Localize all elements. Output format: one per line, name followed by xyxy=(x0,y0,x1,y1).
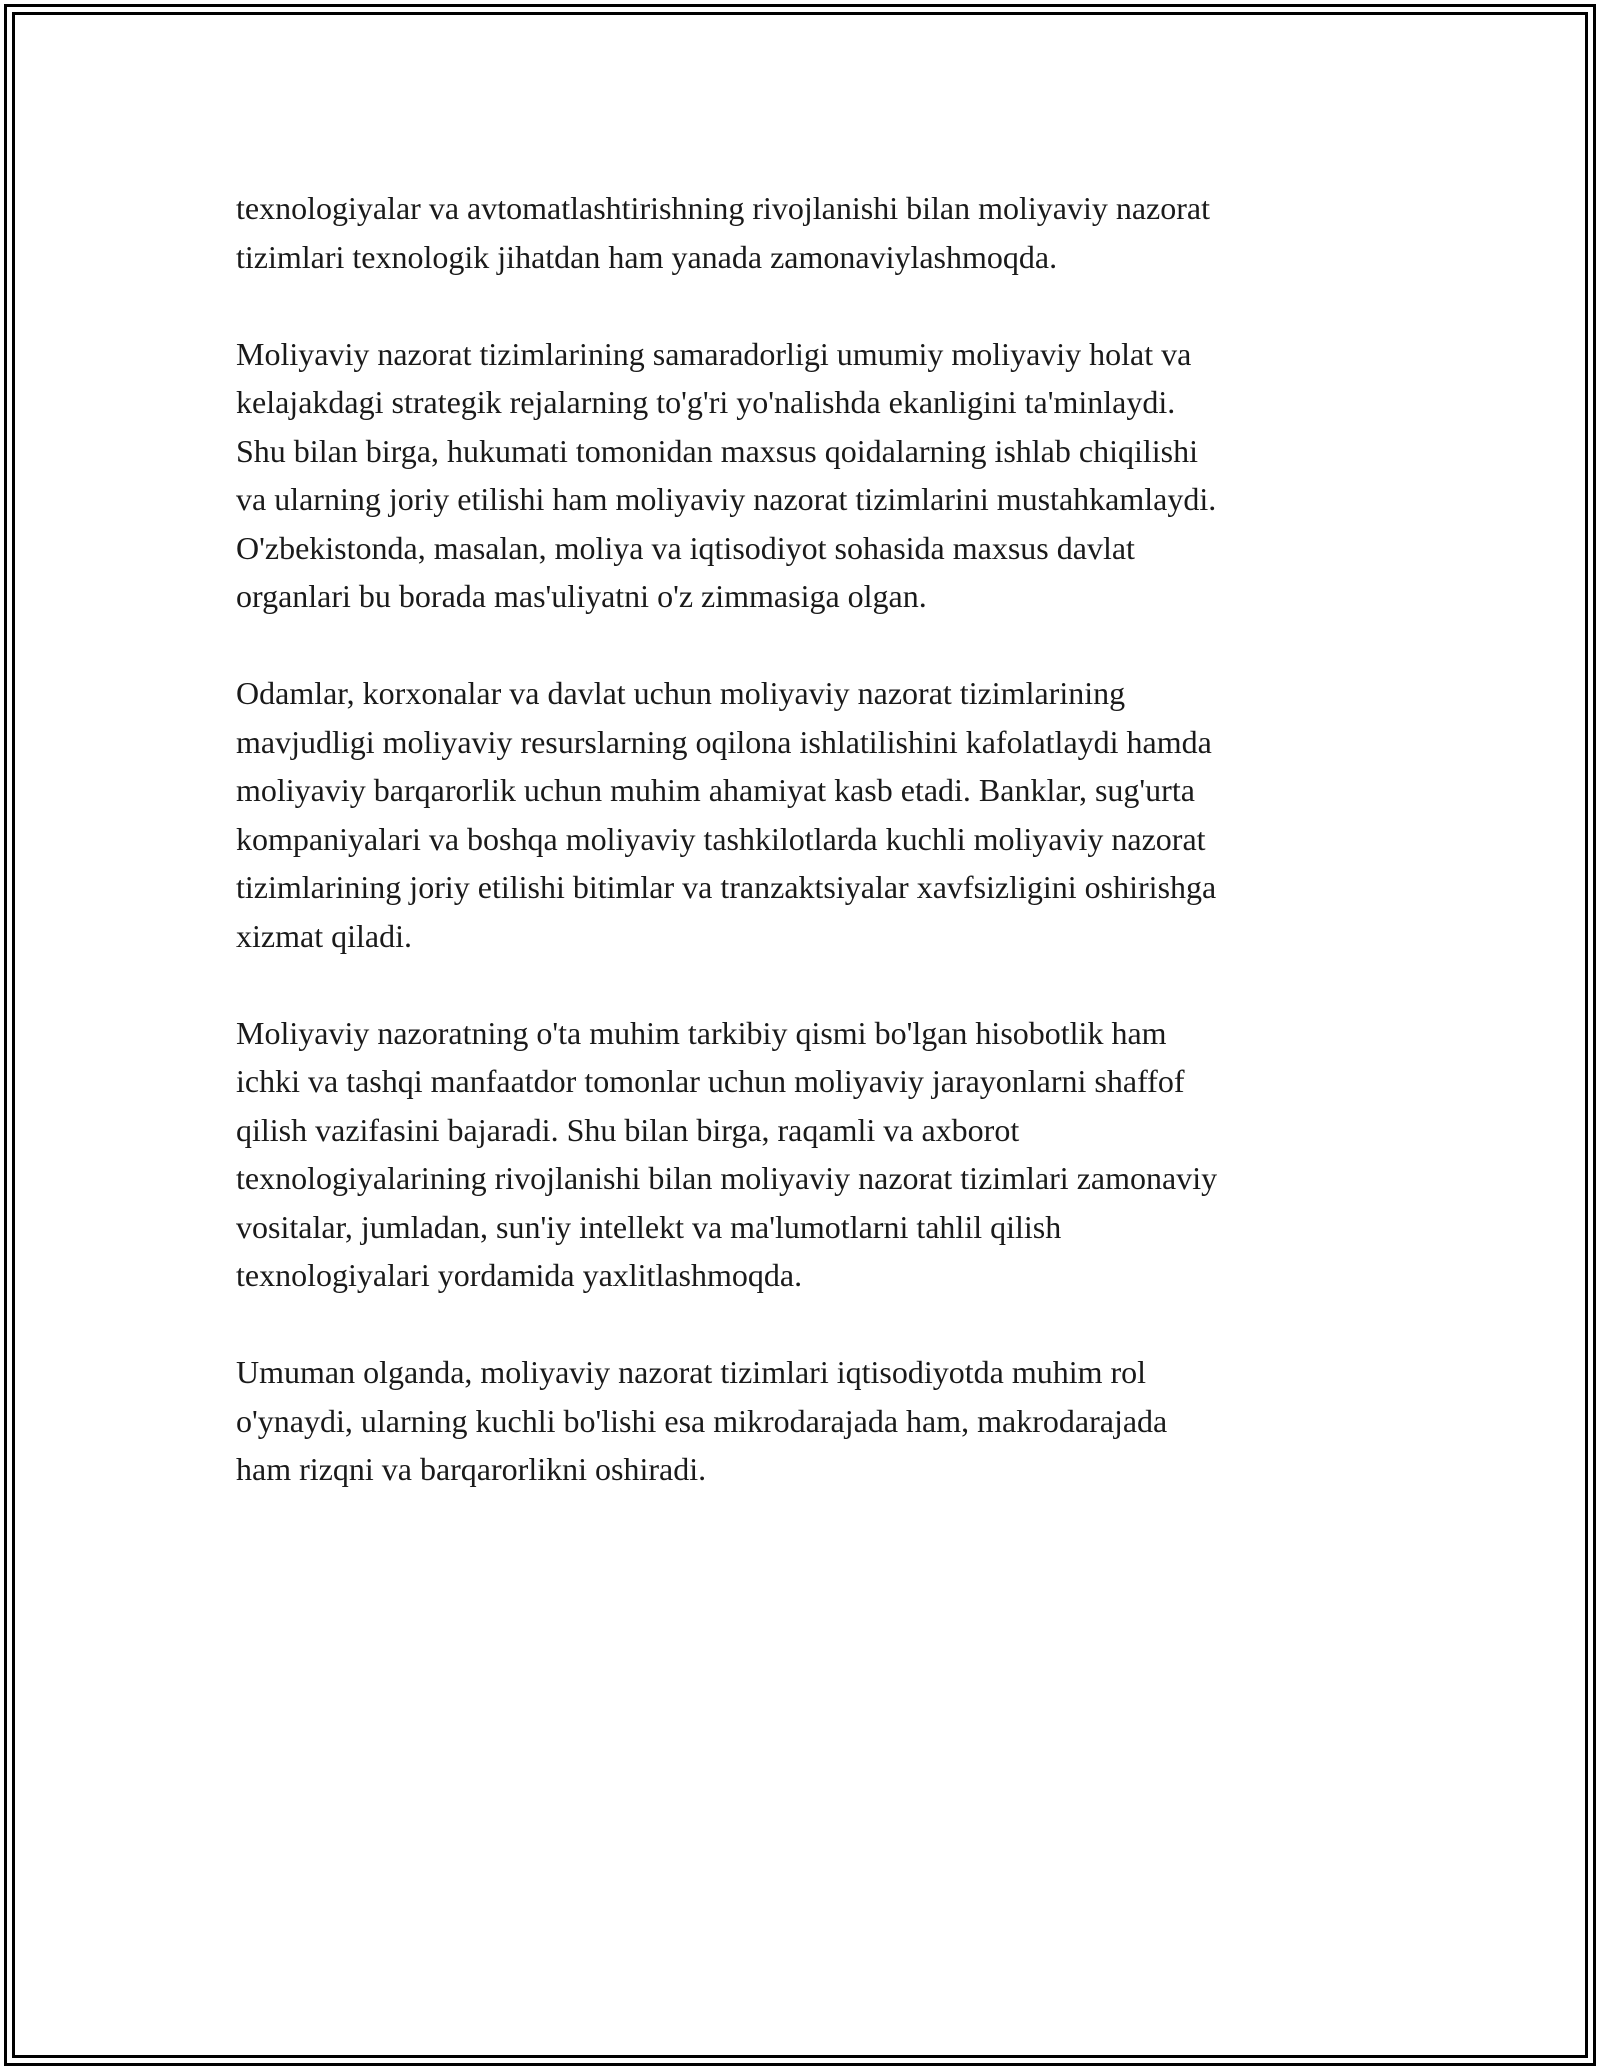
text-line: o'ynaydi, ularning kuchli bo'lishi esa mikrodarajada ham, makrodarajada xyxy=(236,1402,1168,1439)
text-line: mavjudligi moliyaviy resurslarning oqilona ishlatilishini kafolatlaydi hamda xyxy=(236,723,1212,760)
text-line: ham rizqni va barqarorlikni oshiradi. xyxy=(236,1451,707,1487)
text-line: organlari bu borada mas'uliyatni o'z zimmasiga olgan. xyxy=(236,578,927,614)
text-line: O'zbekistonda, masalan, moliya va iqtisodiyot sohasida maxsus davlat xyxy=(236,529,1135,566)
text-line: Umuman olganda, moliyaviy nazorat tizimlari iqtisodiyotda muhim rol xyxy=(236,1354,1147,1390)
text-line: tizimlari texnologik jihatdan ham yanada zamonaviylashmoqda. xyxy=(236,238,1058,275)
text-line: xizmat qiladi. xyxy=(236,917,412,954)
text-line: kompaniyalari va boshqa moliyaviy tashkilotlarda kuchli moliyaviy nazorat xyxy=(236,820,1206,857)
text-line: va ularning joriy etilishi ham moliyaviy nazorat tizimlarini mustahkamlaydi. xyxy=(236,481,1217,517)
text-line: vositalar, jumladan, sun'iy intellekt va ma'lumotlarni tahlil qilish xyxy=(236,1208,1062,1245)
paragraph xyxy=(236,1009,1376,1300)
text-line: qilish vazifasini bajaradi. Shu bilan birga, raqamli va axborot xyxy=(236,1111,1020,1148)
text-line: tizimlarining joriy etilishi bitimlar va tranzaktsiyalar xavfsizligini oshirishga xyxy=(236,869,1217,905)
text-line: Moliyaviy nazorat tizimlarining samaradorligi umumiy moliyaviy holat va xyxy=(236,335,1192,372)
text-line: texnologiyalarining rivojlanishi bilan moliyaviy nazorat tizimlari zamonaviy xyxy=(236,1160,1218,1196)
paragraph xyxy=(236,184,1376,281)
text-line: moliyaviy barqarorlik uchun muhim ahamiyat kasb etadi. Banklar, sug'urta xyxy=(236,772,1195,808)
paragraph xyxy=(236,1348,1376,1494)
text-line: texnologiyalar va avtomatlashtirishning rivojlanishi bilan moliyaviy nazorat xyxy=(236,190,1210,226)
paragraph xyxy=(236,669,1376,960)
text-line: Shu bilan birga, hukumati tomonidan maxsus qoidalarning ishlab chiqilishi xyxy=(236,432,1198,469)
text-line: texnologiyalari yordamida yaxlitlashmoqda. xyxy=(236,1257,803,1293)
document-body xyxy=(236,184,1376,1542)
text-line: Odamlar, korxonalar va davlat uchun moliyaviy nazorat tizimlarining xyxy=(236,675,1126,711)
paragraph xyxy=(236,330,1376,621)
text-line: kelajakdagi strategik rejalarning to'g'ri yo'nalishda ekanligini ta'minlaydi. xyxy=(236,384,1176,420)
text-line: Moliyaviy nazoratning o'ta muhim tarkibiy qismi bo'lgan hisobotlik ham xyxy=(236,1014,1167,1051)
text-line: ichki va tashqi manfaatdor tomonlar uchun moliyaviy jarayonlarni shaffof xyxy=(236,1063,1185,1099)
